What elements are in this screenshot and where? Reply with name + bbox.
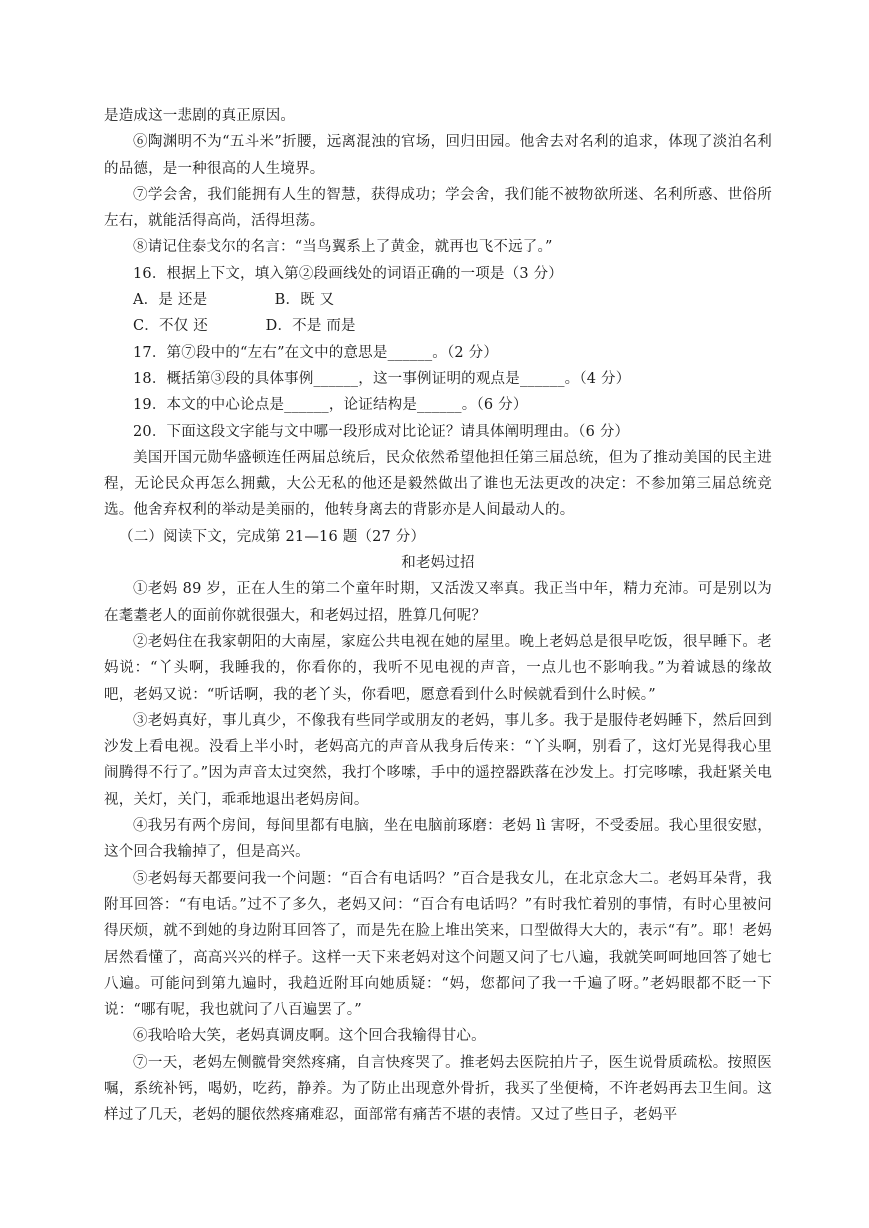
question-19: 19．本文的中心论点是______，论证结构是______。（6 分） <box>133 397 528 414</box>
article-paragraph-6: ⑥我哈哈大笑，老妈真调皮啊。这个回合我输得甘心。 <box>133 1028 486 1045</box>
article-paragraph-5: ⑤老妈每天都要问我一个问题：“百合有电话吗？”百合是我女儿，在北京念大二。老妈耳朵背，我附耳回答：“有电话。”过不了多久，老妈又问：“百合有电话吗？”有时我忙着别的事情，有时心里被问得厌烦，就不到她的身边附耳回答了，而是先在脸上堆出笑来，口型做得大大的，表示“有”。耶！老妈居然看懂了，高高兴兴的样子。这样一天下来老妈对这个问题又问了七八遍，我就笑呵呵地回答了她七八遍。可能问到第九遍时，我趋近附耳向她质疑：“妈，您都问了我一千遍了呀。”老妈眼都不眨一下说：“哪有呢，我也就问了八百遍罢了。” <box>104 870 772 1019</box>
question-16-options-ab: A．是 还是 B．既 又 <box>133 292 335 309</box>
question-17: 17．第⑦段中的“左右”在文中的意思是______。（2 分） <box>133 344 499 361</box>
article-title: 和老妈过招 <box>401 555 475 572</box>
article-paragraph-7: ⑦一天，老妈左侧髋骨突然疼痛，自言快疼哭了。推老妈去医院拍片子，医生说骨质疏松。按照医嘱，系统补钙，喝奶，吃药，静养。为了防止出现意外骨折，我买了坐便椅，不许老妈再去卫生间。这样过了几天，老妈的腿依然疼痛难忍，面部常有痛苦不堪的表情。又过了些日子，老妈平 <box>104 1054 772 1124</box>
article-paragraph-3: ③老妈真好，事儿真少，不像我有些同学或朋友的老妈，事儿多。我于是服侍老妈睡下，然后回到沙发上看电视。没看上半小时，老妈高亢的声音从我身后传来：“丫头啊，别看了，这灯光晃得我心里闹腾得不行了。”因为声音太过突然，我打个哆嗦，手中的遥控器跌落在沙发上。打完哆嗦，我赶紧关电视，关灯，关门，乖乖地退出老妈房间。 <box>104 712 772 808</box>
paragraph-8: ⑧请记住泰戈尔的名言：“当鸟翼系上了黄金，就再也飞不远了。” <box>133 239 553 256</box>
article-paragraph-4: ④我另有两个房间，每间里都有电脑，坐在电脑前琢磨：老妈 lì 害呀，不受委屈。我心里很安慰，这个回合我输掉了，但是高兴。 <box>104 818 772 861</box>
section-2-heading: （二）阅读下文，完成第 21—16 题（27 分） <box>119 528 426 545</box>
paragraph-continuation: 是造成这一悲剧的真正原因。 <box>104 108 296 124</box>
question-20: 20．下面这段文字能与文中哪一段形成对比论证？请具体阐明理由。（6 分） <box>133 423 630 440</box>
question-16: 16．根据上下文，填入第②段画线处的词语正确的一项是（3 分） <box>133 265 563 282</box>
document-body <box>104 103 772 1129</box>
article-paragraph-2: ②老妈住在我家朝阳的大南屋，家庭公共电视在她的屋里。晚上老妈总是很早吃饭，很早睡下。老妈说：“丫头啊，我睡我的，你看你的，我听不见电视的声音，一点儿也不影响我。”为着诚恳的缘故吧，老妈又说：“听话啊，我的老丫头，你看吧，愿意看到什么时候就看到什么时候。” <box>104 633 772 703</box>
question-18: 18．概括第③段的具体事例______，这一事例证明的观点是______。（4 分） <box>133 370 631 387</box>
paragraph-7: ⑦学会舍，我们能拥有人生的智慧，获得成功；学会舍，我们能不被物欲所迷、名利所惑、世俗所左右，就能活得高尚，活得坦荡。 <box>104 186 772 230</box>
article-paragraph-1: ①老妈 89 岁，正在人生的第二个童年时期，又活泼又率真。我正当中年，精力充沛。可是别以为在耄耋老人的面前你就很强大，和老妈过招，胜算几何呢？ <box>104 581 772 624</box>
washington-passage: 美国开国元勋华盛顿连任两届总统后，民众依然希望他担任第三届总统，但为了推动美国的民主进程，无论民众再怎么拥戴，大公无私的他还是毅然做出了谁也无法更改的决定：不参加第三届总统竞选。他舍弃权利的举动是美丽的，他转身离去的背影亦是人间最动人的。 <box>104 449 772 519</box>
paragraph-6: ⑥陶渊明不为“五斗米”折腰，远离混浊的官场，回归田园。他舍去对名利的追求，体现了淡泊名利的品德，是一种很高的人生境界。 <box>104 134 772 177</box>
question-16-options-cd: C．不仅 还 D．不是 而是 <box>133 318 356 335</box>
